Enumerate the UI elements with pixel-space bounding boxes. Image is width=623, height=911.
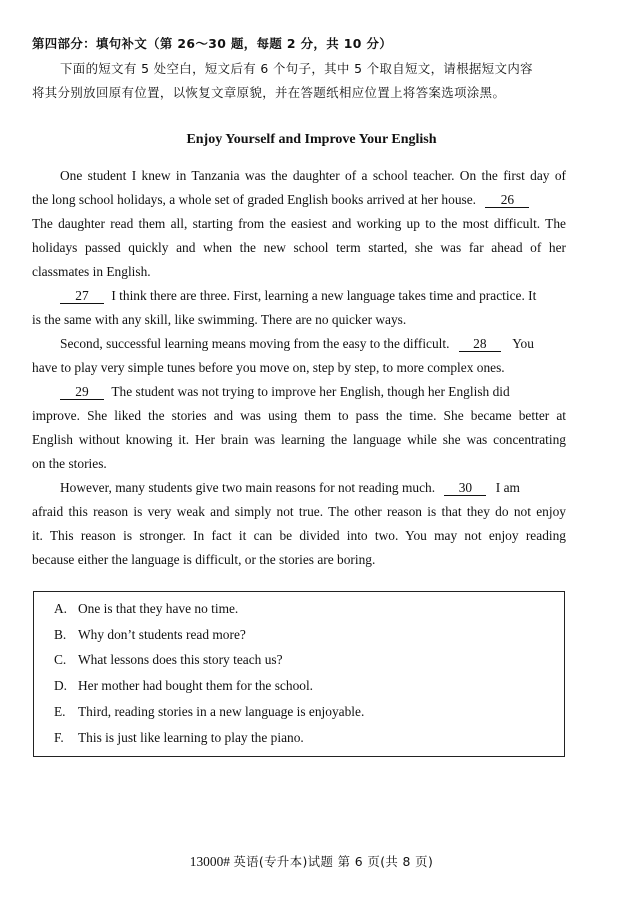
p1-line-2 <box>32 192 568 208</box>
instruction-line-2: 将其分别放回原有位置，以恢复文章原貌，并在答题纸相应位置上将答案选项涂黑。 <box>32 85 506 100</box>
option-f-text: This is just like learning to play the piano. <box>78 730 304 745</box>
option-c-letter: C. <box>54 652 67 667</box>
p1-line-4: holidays passed quickly and when the new school term started, she was far ahead of her <box>32 240 566 255</box>
page-footer <box>0 852 623 870</box>
option-b-text: Why don’t students read more? <box>78 627 246 642</box>
options-box <box>33 591 565 757</box>
p2-line-1 <box>60 288 566 304</box>
p1-line-5: classmates in English. <box>32 264 151 279</box>
p4-line-3: English without knowing it. Her brain was learning the language while she was concentrating <box>32 432 566 447</box>
p3-line-1 <box>60 336 566 352</box>
p4-line-4: on the stories. <box>32 456 107 471</box>
p1-line-1: One student I knew in Tanzania was the daughter of a school teacher. On the first day of <box>60 168 566 183</box>
p5-line-3: it. This reason is stronger. In fact it can be divided into two. You may not enjoy reading <box>32 528 566 543</box>
p4-line-2: improve. She liked the stories and was using them to pass the time. She became better at <box>32 408 566 423</box>
option-b <box>54 627 246 643</box>
p5-line-4: because either the language is difficult, or the stories are boring. <box>32 552 376 567</box>
option-b-letter: B. <box>54 627 67 642</box>
p3-line-1-text: Second, successful learning means moving from the easy to the difficult. <box>60 336 450 351</box>
p3-line-1-tail: You <box>512 336 534 351</box>
p1-line-2-text: the long school holidays, a whole set of graded English books arrived at her house. <box>32 192 477 207</box>
option-f-letter: F. <box>54 730 64 745</box>
p4-line-1 <box>60 384 566 400</box>
option-d-letter: D. <box>54 678 68 693</box>
section-title: 第四部分：填句补文（第 26～30 题，每题 2 分，共 10 分） <box>32 36 393 51</box>
footer-code: 13000# <box>189 854 230 869</box>
option-a-letter: A. <box>54 601 68 616</box>
p4-line-1-text: The student was not trying to improve her English, though her English did <box>111 384 510 399</box>
blank-26: 26 <box>485 193 529 208</box>
option-e <box>54 704 364 720</box>
p2-line-2: is the same with any skill, like swimming. There are no quicker ways. <box>32 312 407 327</box>
blank-28: 28 <box>459 337 501 352</box>
blank-29: 29 <box>60 385 104 400</box>
passage-title: Enjoy Yourself and Improve Your English <box>186 132 437 147</box>
option-e-text: Third, reading stories in a new language is enjoyable. <box>78 704 365 719</box>
option-c <box>54 652 283 668</box>
option-e-letter: E. <box>54 704 66 719</box>
option-d-text: Her mother had bought them for the school. <box>78 678 314 693</box>
footer-subject: 英语(专升本)试题 第 6 页(共 8 页) <box>233 854 434 869</box>
option-a <box>54 601 238 617</box>
p5-line-1 <box>60 480 566 496</box>
p5-line-1-text: However, many students give two main reasons for not reading much. <box>60 480 436 495</box>
option-a-text: One is that they have no time. <box>78 601 239 616</box>
option-d <box>54 678 313 694</box>
option-f <box>54 730 304 746</box>
blank-27: 27 <box>60 289 104 304</box>
p5-line-1-tail: I am <box>495 480 520 495</box>
option-c-text: What lessons does this story teach us? <box>78 652 283 667</box>
p5-line-2: afraid this reason is very weak and simply not true. The other reason is that they do not enjoy <box>32 504 566 519</box>
p3-line-2: have to play very simple tunes before you move on, step by step, to more complex ones. <box>32 360 505 375</box>
p2-line-1-text: I think there are three. First, learning a new language takes time and practice. It <box>111 288 537 303</box>
p1-line-3: The daughter read them all, starting from the easiest and working up to the most difficult. The <box>32 216 566 231</box>
blank-30: 30 <box>444 481 486 496</box>
instruction-line-1: 下面的短文有 5 处空白，短文后有 6 个句子，其中 5 个取自短文，请根据短文内容 <box>60 61 533 76</box>
